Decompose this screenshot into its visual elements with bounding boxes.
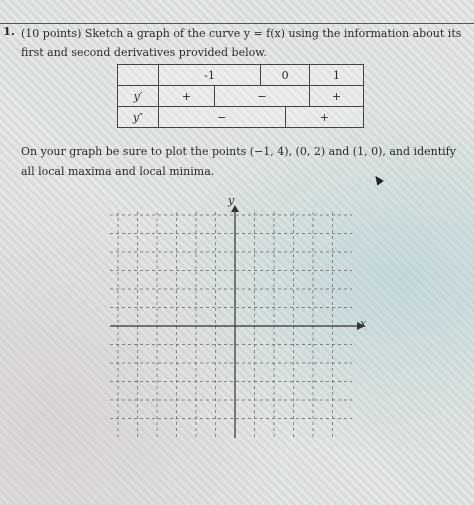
- first-derivative-label: y′: [118, 86, 159, 107]
- plot-instruction: On your graph be sure to plot the points (−1, 4), (0, 2) and (1, 0), and identify all local maxima and local minima.: [21, 145, 456, 178]
- first-derivative-sign-2: −: [215, 86, 310, 107]
- graph-grid: [110, 212, 352, 438]
- sign-table-header-1: 1: [310, 65, 364, 86]
- second-derivative-label: y″: [118, 107, 159, 128]
- second-derivative-sign-2: +: [285, 107, 363, 128]
- first-derivative-sign-1: +: [159, 86, 215, 107]
- sign-table-header-0: 0: [261, 65, 310, 86]
- y-axis-label: y: [228, 194, 235, 207]
- first-derivative-sign-3: +: [310, 86, 364, 107]
- problem-number: 1.: [3, 24, 16, 38]
- problem-statement: (10 points) Sketch a graph of the curve y = f(x) using the information about its first and second derivatives provided below.: [21, 27, 462, 59]
- second-derivative-sign-1: −: [159, 107, 286, 128]
- x-axis-label: x: [360, 317, 367, 330]
- sign-table-header-neg1: -1: [159, 65, 261, 86]
